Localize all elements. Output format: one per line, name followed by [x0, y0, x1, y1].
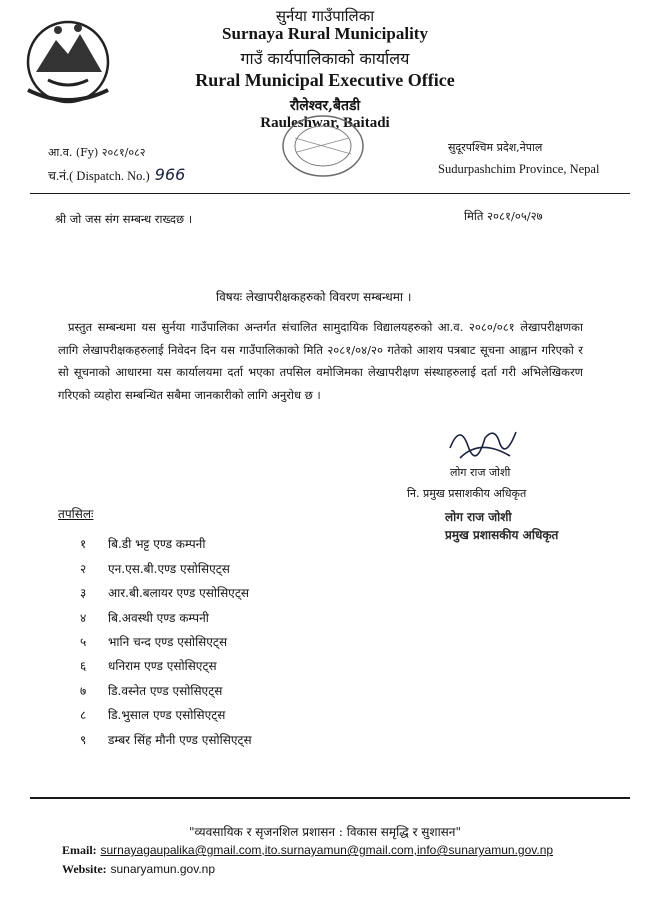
list-item: १ बि.डी भट्ट एण्ड कम्पनी — [80, 537, 206, 551]
name-seal — [445, 508, 558, 544]
letter-date: मिति २०८१/०५/२७ — [464, 209, 543, 223]
list-item: ९ डम्बर सिंह मौनी एण्ड एसोसिएट्स — [80, 733, 252, 747]
footer-slogan: "व्यवसायिक र सृजनशिल प्रशासन : विकास समृद्धि र सुशासन" — [189, 825, 461, 839]
header-eng-municipality: Surnaya Rural Municipality — [222, 24, 428, 43]
footer-website-row — [62, 862, 215, 877]
header-eng-office: Rural Municipal Executive Office — [195, 70, 455, 90]
email-label: Email: — [62, 843, 97, 857]
email-links[interactable]: surnayagaupalika@gmail.com,ito.surnayamun@gmail.com,info@sunaryamun.gov.np — [100, 843, 554, 857]
seal-title: प्रमुख प्रशासकीय अधिकृत — [445, 528, 559, 542]
header-eng-address: Rauleshwar, Baitadi — [260, 115, 390, 131]
list-item: ३ आर.बी.बलायर एण्ड एसोसिएट्स — [80, 586, 249, 600]
header-divider — [30, 193, 630, 194]
list-item: ४ बि.अवस्थी एण्ड कम्पनी — [80, 611, 209, 625]
dispatch-number: 966 — [154, 165, 186, 184]
header-nep-address: रौलेश्वर,बैतडी — [289, 98, 361, 114]
list-item: ८ डि.भुसाल एण्ड एसोसिएट्स — [80, 708, 226, 722]
tapsil-heading: तपसिलः — [58, 507, 94, 521]
province-eng: Sudurpashchim Province, Nepal — [438, 162, 600, 176]
fiscal-year-value: २०८१/०८२ — [101, 146, 146, 159]
dispatch-row — [48, 165, 185, 184]
fiscal-year-label: आ.व. (Fy) — [48, 146, 99, 159]
signature-icon — [440, 418, 530, 468]
fiscal-year-row — [48, 145, 146, 160]
dispatch-label: च.नं.( Dispatch. No.) — [48, 169, 150, 183]
list-item: ७ डि.वस्नेत एण्ड एसोसिएट्स — [80, 684, 223, 698]
footer-divider — [30, 797, 630, 799]
list-item: ५ भानि चन्द एण्ड एसोसिएट्स — [80, 635, 228, 649]
subject-line: विषयः लेखापरीक्षकहरुको विवरण सम्बन्धमा । — [216, 290, 412, 304]
signatory-title: नि. प्रमुख प्रसाशकीय अधिकृत — [407, 487, 527, 500]
website-link[interactable]: sunaryamun.gov.np — [110, 862, 216, 876]
signatory-name: लोग राज जोशी — [450, 466, 511, 479]
header-nep-municipality: सुर्नया गाउँपालिका — [275, 7, 375, 25]
footer-email-row — [62, 843, 553, 858]
header-nep-office: गाउँ कार्यपालिकाको कार्यालय — [240, 49, 410, 68]
seal-name: लोग राज जोशी — [445, 510, 512, 524]
website-label: Website: — [62, 862, 107, 876]
body-paragraph: प्रस्तुत सम्बन्धमा यस सुर्नया गाउँपालिका अन्तर्गत संचालित सामुदायिक विद्यालयहरुको आ.व. २०८०/०८१ लेखापरीक्षणका लागि लेखापरीक्षकहरुलाई निवेदन दिन यस गाउँपालिकाको मिति २०८१/०४/२० गतेको आशय पत्रबाट सूचना आह्वान गरिएको र सो सूचनाको आधारमा यस कार्यालयमा दर्ता भएका तपसिल वमोजिमका लेखापरीक्षण संस्थाहरुलाई दर्ता गरी अभिलेखिकरण गरिएको व्यहोरा सम्बन्धित सबैमा जानकारीको लागि अनुरोध छ । — [58, 320, 583, 402]
list-item: ६ धनिराम एण्ड एसोसिएट्स — [80, 659, 217, 673]
province-nep: सुदूरपश्चिम प्रदेश,नेपाल — [448, 141, 543, 154]
office-stamp-icon — [265, 108, 375, 183]
recipient: श्री जो जस संग सम्बन्ध राख्दछ । — [55, 212, 193, 226]
list-item: २ एन.एस.बी.एण्ड एसोसिएट्स — [80, 562, 230, 576]
